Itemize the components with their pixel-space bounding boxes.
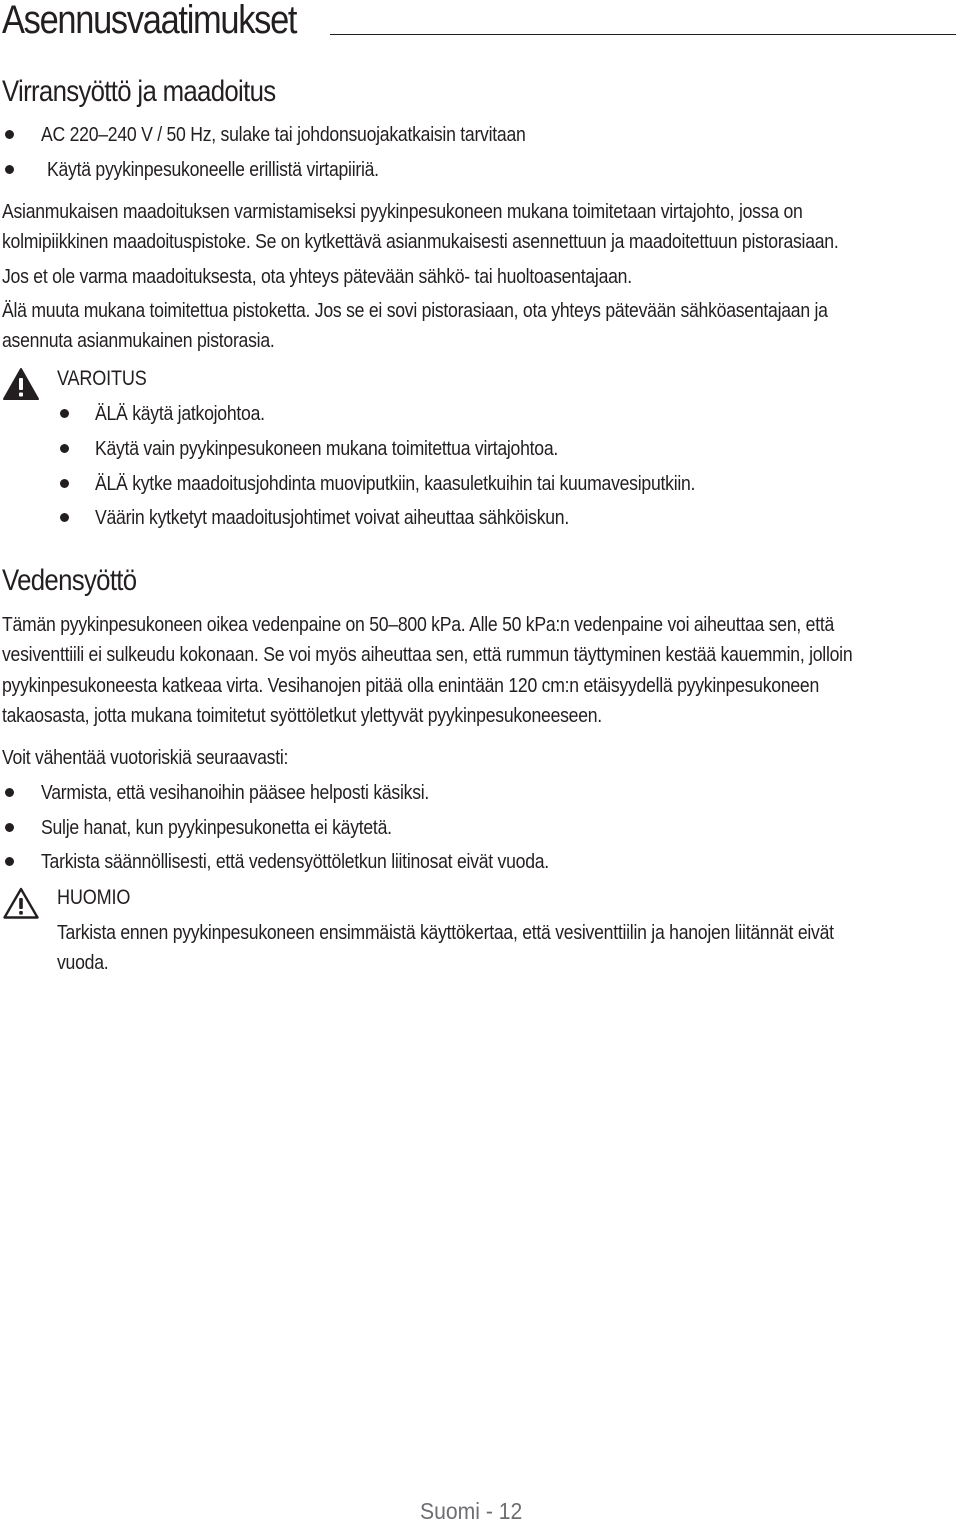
warning-item-1: ÄLÄ käytä jatkojohtoa. xyxy=(95,402,265,425)
bullet-dot xyxy=(5,857,14,866)
power-paragraph-2: Jos et ole varma maadoituksesta, ota yhteys pätevään sähkö- tai huoltoasentajaan. xyxy=(2,265,632,288)
caution-text-line-1: Tarkista ennen pyykinpesukoneen ensimmäistä käyttökertaa, että vesiventtiilin ja hanojen liitännät eivät xyxy=(57,921,834,944)
bullet-dot xyxy=(60,513,69,522)
bullet-dot xyxy=(60,409,69,418)
bullet-dot xyxy=(60,479,69,488)
water-paragraph-line-3: pyykinpesukoneesta katkeaa virta. Vesihanojen pitää olla enintään 120 cm:n etäisyydellä pyykinpesukoneen xyxy=(2,674,820,697)
warning-item-2: Käytä vain pyykinpesukoneen mukana toimitettua virtajohtoa. xyxy=(95,437,559,460)
section-heading-water: Vedensyöttö xyxy=(2,564,137,597)
title-rule xyxy=(330,34,956,35)
water-paragraph-line-1: Tämän pyykinpesukoneen oikea vedenpaine on 50–800 kPa. Alle 50 kPa:n vedenpaine voi aiheuttaa sen, että xyxy=(2,613,835,636)
power-bullet-1: AC 220–240 V / 50 Hz, sulake tai johdonsuojakatkaisin tarvitaan xyxy=(41,123,526,146)
warning-filled-icon xyxy=(2,367,40,401)
section-heading-power: Virransyöttö ja maadoitus xyxy=(2,75,276,108)
power-paragraph-1-line-1: Asianmukaisen maadoituksen varmistamiseksi pyykinpesukoneen mukana toimitetaan virtajohto, jossa on xyxy=(2,200,803,223)
warning-item-4: Väärin kytketyt maadoitusjohtimet voivat aiheuttaa sähköiskun. xyxy=(95,506,569,529)
caution-label: HUOMIO xyxy=(57,886,131,909)
bullet-dot xyxy=(5,165,14,174)
power-paragraph-3-line-2: asennuta asianmukainen pistorasia. xyxy=(2,329,275,352)
water-bullet-2: Sulje hanat, kun pyykinpesukonetta ei käytetä. xyxy=(41,816,392,839)
page-footer: Suomi - 12 xyxy=(420,1498,523,1524)
warning-label: VAROITUS xyxy=(57,367,147,390)
warning-item-3: ÄLÄ kytke maadoitusjohdinta muoviputkiin, kaasuletkuihin tai kuumavesiputkiin. xyxy=(95,472,696,495)
bullet-dot xyxy=(5,823,14,832)
water-bullet-1: Varmista, että vesihanoihin pääsee helposti käsiksi. xyxy=(41,781,430,804)
water-paragraph-line-2: vesiventtiili ei sulkeudu kokonaan. Se voi myös aiheuttaa sen, että rummun täyttyminen kestää kauemmin, jolloin xyxy=(2,643,853,666)
caution-outline-icon xyxy=(2,886,40,920)
water-intro: Voit vähentää vuotoriskiä seuraavasti: xyxy=(2,746,289,769)
water-paragraph-line-4: takaosasta, jotta mukana toimitetut syöttöletkut ylettyvät pyykinpesukoneeseen. xyxy=(2,704,602,727)
page-title: Asennusvaatimukset xyxy=(2,0,297,42)
caution-text-line-2: vuoda. xyxy=(57,951,109,974)
bullet-dot xyxy=(60,444,69,453)
bullet-dot xyxy=(5,130,14,139)
power-paragraph-1-line-2: kolmipiikkinen maadoituspistoke. Se on kytkettävä asianmukaisesti asennettuun ja maadoitettuun pistorasiaan. xyxy=(2,230,839,253)
bullet-dot xyxy=(5,788,14,797)
power-paragraph-3-line-1: Älä muuta mukana toimitettua pistoketta. Jos se ei sovi pistorasiaan, ota yhteys pätevään sähköasentajaan ja xyxy=(2,299,828,322)
water-bullet-3: Tarkista säännöllisesti, että vedensyöttöletkun liitinosat eivät vuoda. xyxy=(41,850,549,873)
power-bullet-2: Käytä pyykinpesukoneelle erillistä virtapiiriä. xyxy=(47,158,379,181)
